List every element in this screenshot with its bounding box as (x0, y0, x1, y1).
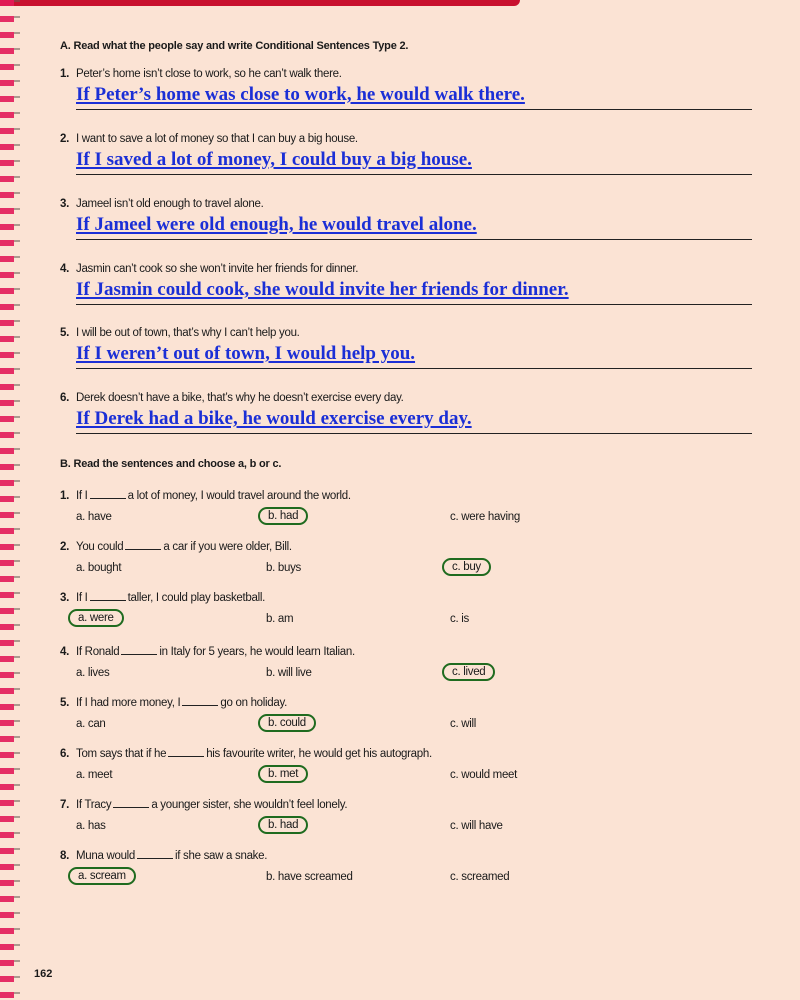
option-b[interactable]: b. have screamed (266, 871, 353, 883)
stem-pre: If I had more money, I (76, 697, 181, 709)
item-number: 2. (60, 133, 69, 145)
answer-blank (90, 590, 126, 601)
answer-blank (90, 488, 126, 499)
notebook-spiral (0, 0, 14, 1000)
item-number: 3. (60, 592, 69, 604)
option-b[interactable]: b. buys (266, 562, 301, 574)
answer-blank (125, 539, 161, 550)
prompt-text: Jameel isn’t old enough to travel alone. (76, 198, 264, 210)
stem-pre: You could (76, 541, 124, 553)
prompt-text: Jasmin can’t cook so she won’t invite her friends for dinner. (76, 263, 359, 275)
section-b-item-7 (60, 797, 740, 837)
item-number: 7. (60, 799, 69, 811)
answer-line[interactable]: If I weren’t out of town, I would help you. (76, 343, 752, 369)
item-number: 4. (60, 646, 69, 658)
option-b[interactable]: b. could (258, 714, 316, 732)
stem-pre: Tom says that if he (76, 748, 167, 760)
stem-post: taller, I could play basketball. (127, 592, 266, 604)
item-number: 6. (60, 748, 69, 760)
section-b-item-2 (60, 539, 740, 579)
prompt-text: I want to save a lot of money so that I can buy a big house. (76, 133, 358, 145)
options-row (60, 717, 740, 735)
option-c[interactable]: c. is (450, 613, 469, 625)
stem-pre: Muna would (76, 850, 136, 862)
stem-pre: If I (76, 592, 88, 604)
prompt-text: I will be out of town, that’s why I can’t help you. (76, 327, 300, 339)
section-b-item-1 (60, 488, 740, 528)
page-number: 162 (34, 968, 53, 980)
section-b-item-5 (60, 695, 740, 735)
options-row (60, 510, 740, 528)
stem-pre: If I (76, 490, 88, 502)
item-number: 6. (60, 392, 69, 404)
section-b-item-4 (60, 644, 740, 684)
answer-blank (121, 644, 157, 655)
answer-blank (168, 746, 204, 757)
stem-post: a younger sister, she wouldn’t feel lonely. (151, 799, 348, 811)
stem-post: go on holiday. (220, 697, 287, 709)
option-a[interactable]: a. have (76, 511, 112, 523)
answer-line[interactable]: If Jameel were old enough, he would travel alone. (76, 214, 752, 240)
item-number: 1. (60, 490, 69, 502)
option-c[interactable]: c. will (450, 718, 477, 730)
section-a-title: A. Read what the people say and write Conditional Sentences Type 2. (60, 40, 409, 52)
answer-line[interactable]: If Peter’s home was close to work, he would walk there. (76, 84, 752, 110)
option-a[interactable]: a. lives (76, 667, 110, 679)
item-number: 4. (60, 263, 69, 275)
section-b-item-6 (60, 746, 740, 786)
section-a-item-6 (60, 390, 752, 434)
option-a[interactable]: a. has (76, 820, 106, 832)
option-b[interactable]: b. am (266, 613, 294, 625)
stem-post: a lot of money, I would travel around the world. (127, 490, 351, 502)
item-number: 3. (60, 198, 69, 210)
item-number: 1. (60, 68, 69, 80)
section-b-item-8 (60, 848, 740, 888)
option-c[interactable]: c. buy (442, 558, 491, 576)
answer-line[interactable]: If Jasmin could cook, she would invite her friends for dinner. (76, 279, 752, 305)
option-c[interactable]: c. will have (450, 820, 503, 832)
stem-pre: If Ronald (76, 646, 120, 658)
stem-post: if she saw a snake. (175, 850, 268, 862)
answer-blank (137, 848, 173, 859)
stem-post: a car if you were older, Bill. (163, 541, 292, 553)
options-row (60, 768, 740, 786)
option-a[interactable]: a. bought (76, 562, 122, 574)
section-b-title: B. Read the sentences and choose a, b or c. (60, 458, 282, 470)
section-a-item-3 (60, 196, 752, 240)
option-b[interactable]: b. met (258, 765, 308, 783)
option-b[interactable]: b. will live (266, 667, 312, 679)
option-b[interactable]: b. had (258, 816, 308, 834)
stem-pre: If Tracy (76, 799, 112, 811)
options-row (60, 870, 740, 888)
prompt-text: Derek doesn’t have a bike, that’s why he doesn’t exercise every day. (76, 392, 404, 404)
item-number: 8. (60, 850, 69, 862)
options-row (60, 612, 740, 630)
answer-blank (182, 695, 218, 706)
options-row (60, 666, 740, 684)
prompt-text: Peter’s home isn’t close to work, so he can’t walk there. (76, 68, 342, 80)
section-a-item-4 (60, 261, 752, 305)
answer-line[interactable]: If Derek had a bike, he would exercise every day. (76, 408, 752, 434)
top-banner (0, 0, 520, 6)
answer-blank (113, 797, 149, 808)
item-number: 2. (60, 541, 69, 553)
options-row (60, 819, 740, 837)
item-number: 5. (60, 697, 69, 709)
option-a[interactable]: a. can (76, 718, 106, 730)
section-a-item-2 (60, 131, 752, 175)
section-b-item-3 (60, 590, 740, 630)
option-b[interactable]: b. had (258, 507, 308, 525)
option-c[interactable]: c. were having (450, 511, 520, 523)
option-c[interactable]: c. lived (442, 663, 495, 681)
item-number: 5. (60, 327, 69, 339)
section-a-item-5 (60, 325, 752, 369)
option-c[interactable]: c. would meet (450, 769, 518, 781)
option-c[interactable]: c. screamed (450, 871, 510, 883)
section-a-item-1 (60, 66, 752, 110)
answer-line[interactable]: If I saved a lot of money, I could buy a big house. (76, 149, 752, 175)
stem-post: his favourite writer, he would get his autograph. (206, 748, 432, 760)
option-a[interactable]: a. meet (76, 769, 113, 781)
options-row (60, 561, 740, 579)
option-a[interactable]: a. were (68, 609, 124, 627)
stem-post: in Italy for 5 years, he would learn Italian. (159, 646, 355, 658)
option-a[interactable]: a. scream (68, 867, 136, 885)
